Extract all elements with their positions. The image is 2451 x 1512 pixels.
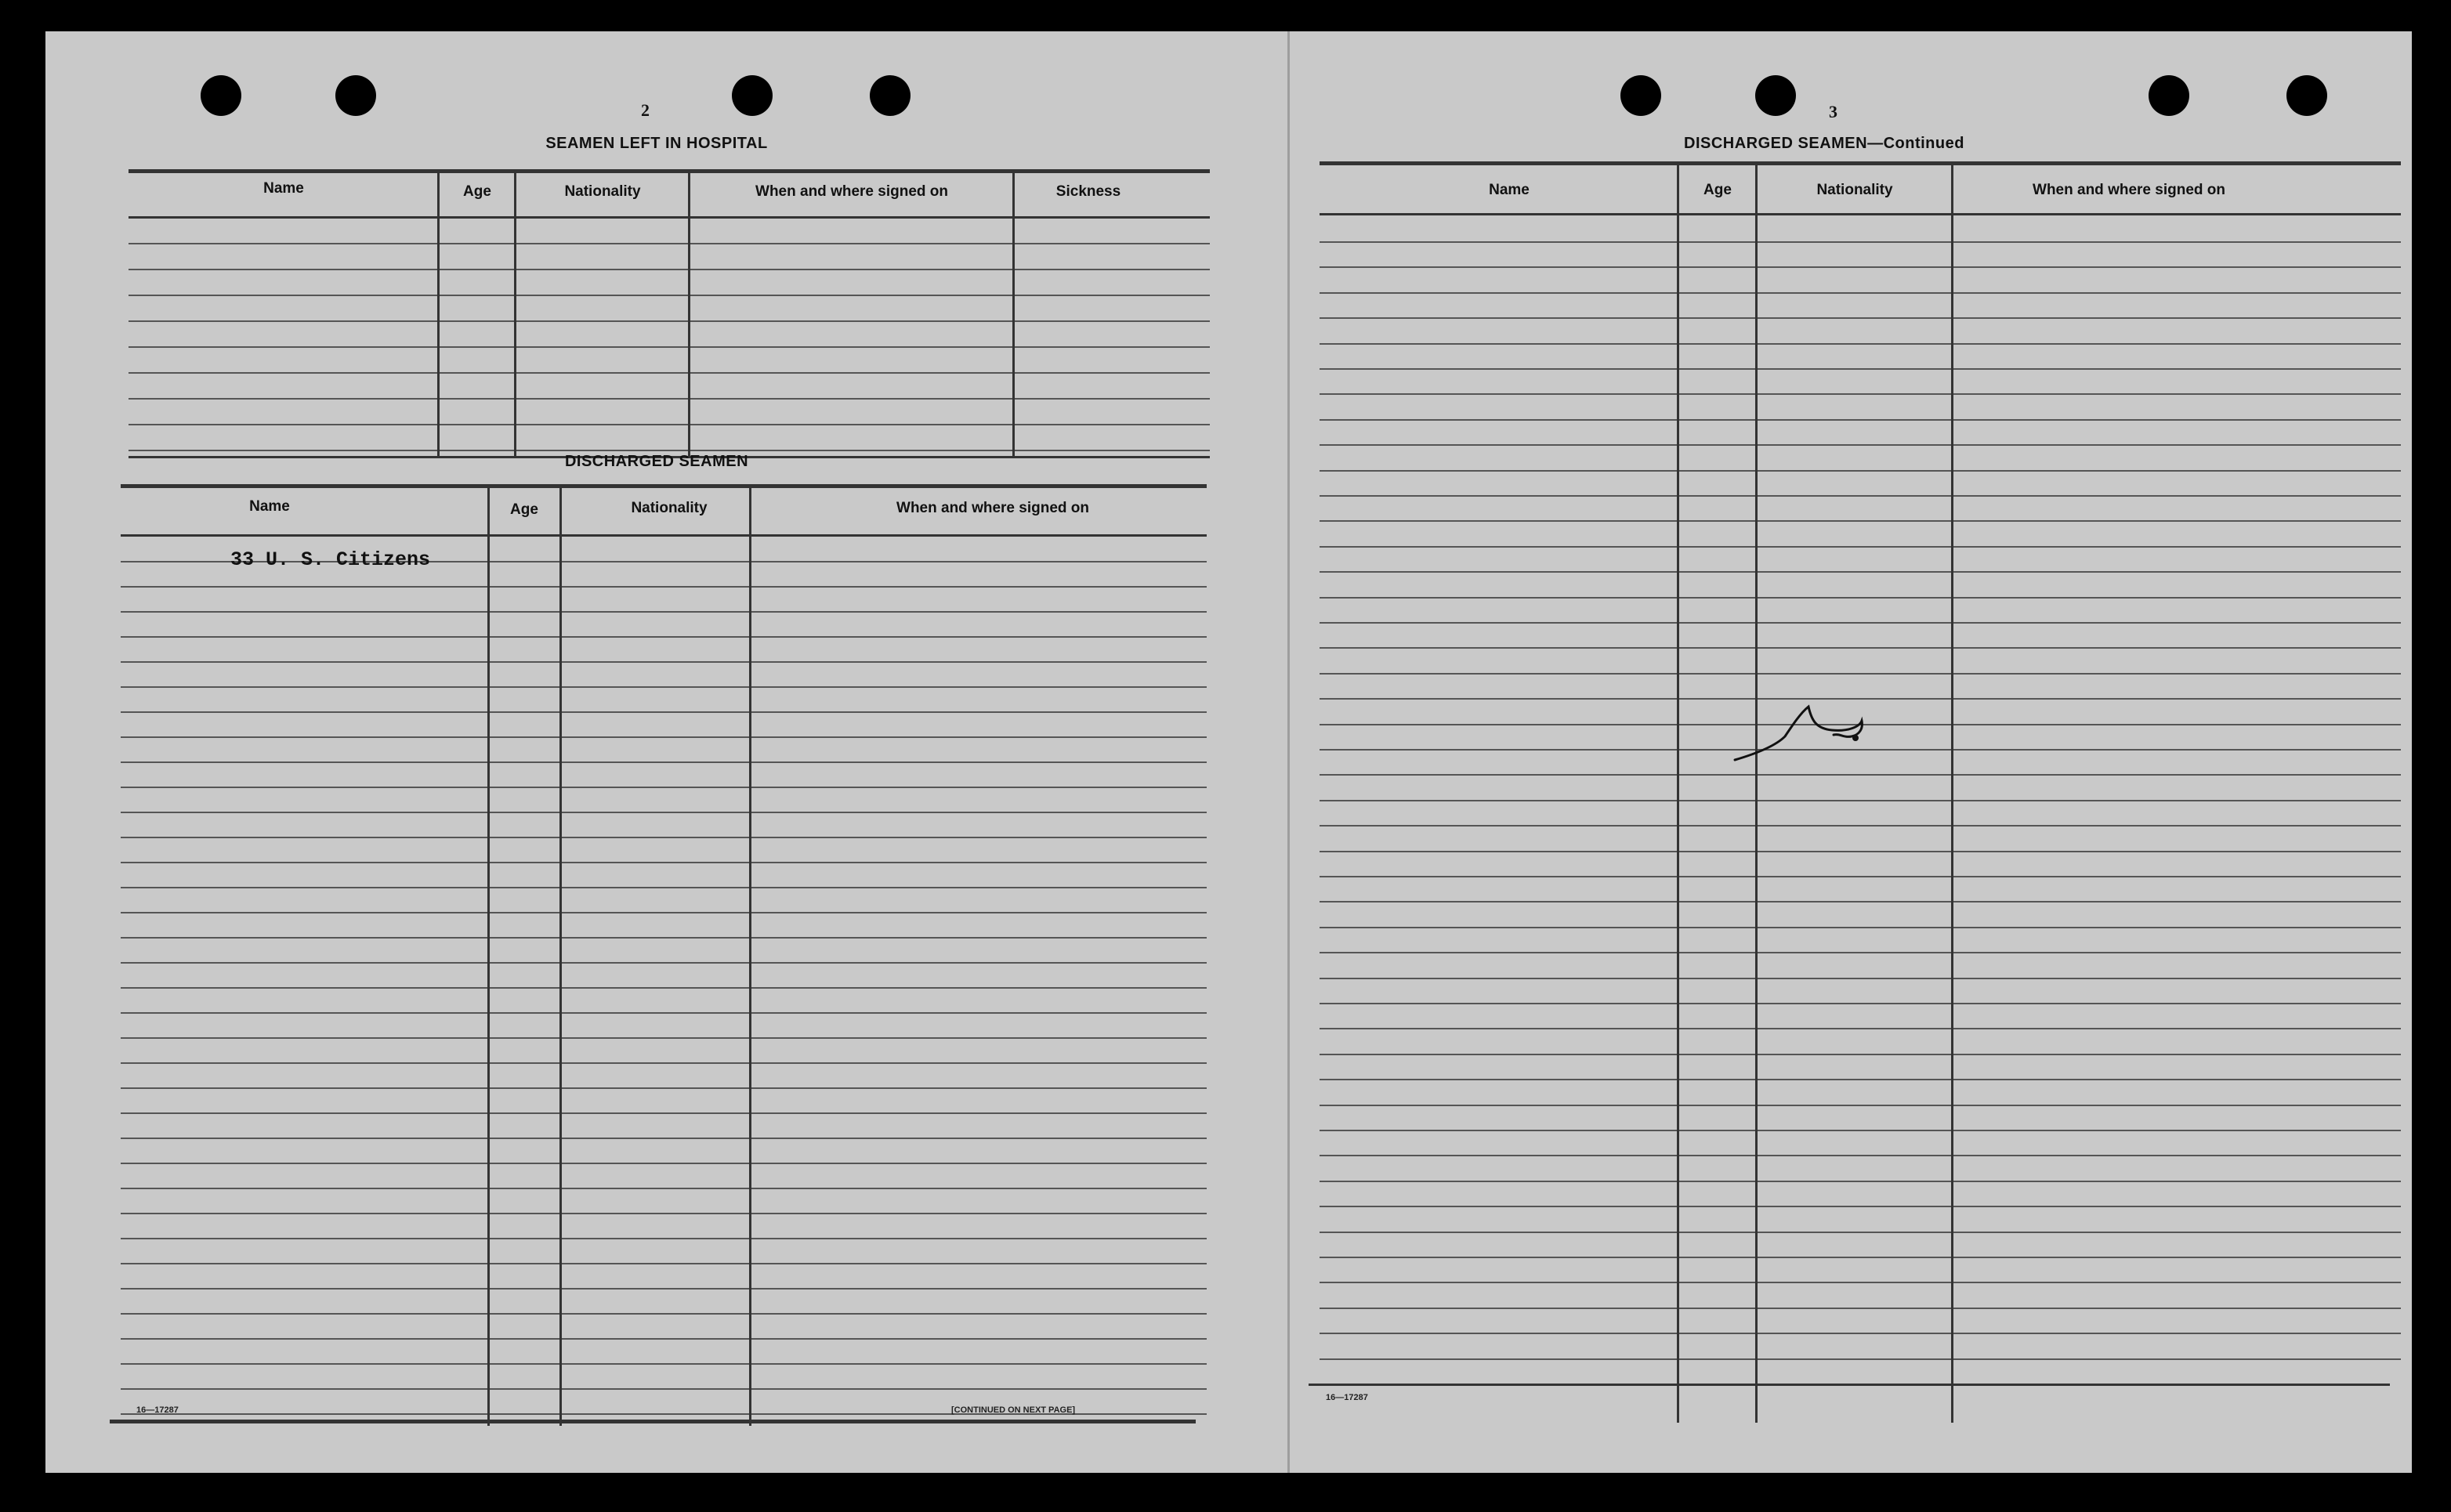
ruled-line — [121, 761, 1207, 763]
hospital-section-title: SEAMEN LEFT IN HOSPITAL — [545, 135, 768, 152]
continued-table-top — [1320, 161, 2401, 165]
discharged-col-name: Name — [249, 498, 290, 515]
ruled-line — [129, 243, 1210, 244]
punch-hole — [2149, 75, 2189, 116]
ruled-line — [129, 346, 1210, 348]
ruled-line — [1320, 774, 2401, 776]
ruled-line — [1320, 597, 2401, 599]
hospital-col-name: Name — [263, 180, 304, 197]
ruled-line — [1320, 978, 2401, 979]
ruled-line — [121, 887, 1207, 888]
ruled-line — [121, 1238, 1207, 1239]
ruled-line — [121, 1087, 1207, 1089]
hospital-col-signed-on: When and where signed on — [755, 183, 948, 200]
ruled-line — [1320, 292, 2401, 294]
ruled-line — [1320, 1358, 2401, 1360]
hospital-col-divider — [1012, 169, 1015, 456]
ruled-line — [1320, 1282, 2401, 1283]
continued-col-divider — [1951, 161, 1953, 1423]
ruled-line — [1320, 1003, 2401, 1004]
punch-hole — [201, 75, 241, 116]
ruled-line — [121, 711, 1207, 713]
continued-col-name: Name — [1489, 182, 1530, 198]
ruled-line — [129, 320, 1210, 322]
discharged-col-signed-on: When and where signed on — [896, 500, 1089, 516]
hospital-col-nationality: Nationality — [564, 183, 641, 200]
ruled-line — [121, 1263, 1207, 1264]
hospital-col-divider — [514, 169, 516, 456]
ruled-line — [121, 661, 1207, 663]
punch-hole — [1620, 75, 1661, 116]
ruled-line — [1320, 673, 2401, 675]
discharged-table-bottom — [110, 1420, 1196, 1423]
discharged-entry: 33 U. S. Citizens — [230, 548, 431, 571]
punch-hole — [1755, 75, 1796, 116]
punch-hole — [335, 75, 376, 116]
continued-col-divider — [1755, 161, 1758, 1423]
ruled-line — [121, 1012, 1207, 1014]
ruled-line — [1320, 952, 2401, 953]
pen-mark — [1730, 697, 1871, 768]
discharged-section-title: DISCHARGED SEAMEN — [564, 453, 749, 470]
ruled-line — [129, 398, 1210, 400]
ruled-line — [121, 1188, 1207, 1189]
ruled-line — [1320, 825, 2401, 827]
ruled-line — [1320, 1054, 2401, 1055]
ruled-line — [1320, 800, 2401, 801]
discharged-table-top — [121, 484, 1207, 488]
ruled-line — [1320, 1232, 2401, 1233]
ruled-line — [1320, 470, 2401, 472]
hospital-table-top — [129, 169, 1210, 173]
ruled-line — [121, 586, 1207, 588]
ruled-line — [121, 1062, 1207, 1064]
discharged-col-divider — [487, 484, 490, 1426]
hospital-header-rule — [129, 216, 1210, 219]
ruled-line — [1320, 343, 2401, 345]
hospital-col-age: Age — [463, 183, 491, 200]
ruled-line — [121, 787, 1207, 788]
ruled-line — [1320, 241, 2401, 243]
ruled-line — [121, 1213, 1207, 1214]
ruled-line — [1320, 1206, 2401, 1207]
ruled-line — [1320, 1028, 2401, 1029]
ruled-line — [1320, 546, 2401, 548]
ruled-line — [121, 1163, 1207, 1164]
discharged-continued-title: DISCHARGED SEAMEN—Continued — [1684, 135, 1964, 152]
discharged-col-nationality: Nationality — [631, 500, 708, 516]
ruled-line — [1320, 495, 2401, 497]
ruled-line — [121, 1338, 1207, 1340]
ruled-line — [121, 1313, 1207, 1315]
ruled-line — [1320, 571, 2401, 573]
ruled-line — [121, 862, 1207, 863]
continued-col-signed-on: When and where signed on — [2033, 182, 2225, 198]
ruled-line — [121, 837, 1207, 838]
ruled-line — [121, 1112, 1207, 1114]
ruled-line — [121, 912, 1207, 913]
ruled-line — [1320, 1079, 2401, 1080]
punch-hole — [2286, 75, 2327, 116]
ruled-line — [129, 372, 1210, 374]
ruled-line — [129, 424, 1210, 425]
ruled-line — [129, 450, 1210, 451]
ruled-line — [1320, 419, 2401, 421]
discharged-header-rule — [121, 534, 1207, 537]
ruled-line — [121, 636, 1207, 638]
continued-table-bottom — [1309, 1384, 2390, 1386]
ruled-line — [121, 611, 1207, 613]
ruled-line — [121, 937, 1207, 939]
discharged-col-age: Age — [510, 501, 538, 518]
right-form-number: 16—17287 — [1326, 1393, 1368, 1402]
continued-header-rule — [1320, 213, 2401, 215]
right-page-number: 3 — [1829, 102, 1837, 121]
left-form-number: 16—17287 — [136, 1405, 179, 1415]
hospital-col-sickness: Sickness — [1055, 183, 1121, 200]
continued-col-nationality: Nationality — [1816, 182, 1893, 198]
ruled-line — [1320, 520, 2401, 522]
punch-hole — [732, 75, 773, 116]
ruled-line — [1320, 1333, 2401, 1334]
continued-col-divider — [1677, 161, 1679, 1423]
ruled-line — [1320, 622, 2401, 624]
ruled-line — [1320, 927, 2401, 928]
continued-col-age: Age — [1703, 182, 1732, 198]
page-fold — [1287, 31, 1290, 1473]
ruled-line — [1320, 1181, 2401, 1182]
ruled-line — [129, 295, 1210, 296]
ruled-line — [1320, 1308, 2401, 1309]
ruled-line — [1320, 901, 2401, 902]
ruled-line — [1320, 1130, 2401, 1131]
ruled-line — [1320, 317, 2401, 319]
ruled-line — [1320, 444, 2401, 446]
ruled-line — [1320, 647, 2401, 649]
ruled-line — [1320, 876, 2401, 877]
ruled-line — [1320, 393, 2401, 395]
hospital-col-divider — [688, 169, 690, 456]
ruled-line — [129, 269, 1210, 270]
left-page-number: 2 — [641, 100, 650, 120]
punch-hole — [870, 75, 911, 116]
ruled-line — [1320, 851, 2401, 852]
ruled-line — [121, 962, 1207, 964]
ruled-line — [1320, 1105, 2401, 1106]
discharged-col-divider — [559, 484, 562, 1426]
discharged-col-divider — [749, 484, 751, 1426]
ruled-line — [121, 812, 1207, 813]
continued-note: [CONTINUED ON NEXT PAGE] — [951, 1405, 1076, 1415]
hospital-col-divider — [437, 169, 440, 456]
ruled-line — [1320, 1257, 2401, 1258]
ruled-line — [121, 1037, 1207, 1039]
ruled-line — [121, 1138, 1207, 1139]
ruled-line — [121, 987, 1207, 989]
ruled-line — [121, 1363, 1207, 1365]
ruled-line — [1320, 266, 2401, 268]
ruled-line — [121, 686, 1207, 688]
document-sheet — [45, 31, 2412, 1473]
ruled-line — [121, 736, 1207, 738]
ruled-line — [1320, 1155, 2401, 1156]
ruled-line — [1320, 368, 2401, 370]
ruled-line — [121, 1388, 1207, 1390]
ruled-line — [121, 1288, 1207, 1290]
